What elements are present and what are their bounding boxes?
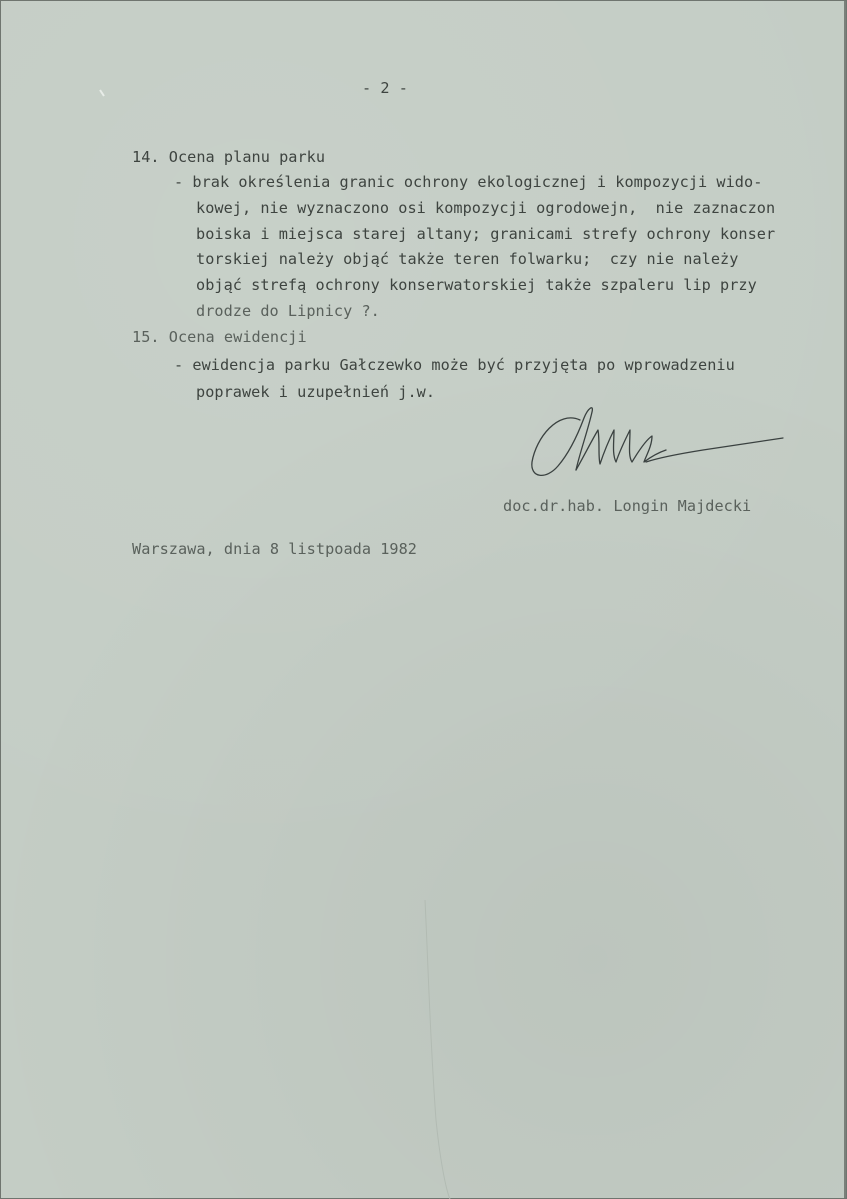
page-number: - 2 - [362, 79, 408, 97]
signatory-name: doc.dr.hab. Longin Majdecki [503, 497, 752, 515]
section-heading-15: 15. Ocena ewidencji [132, 328, 307, 346]
section-14-line-6: drodze do Lipnicy ?. [196, 302, 380, 320]
section-15-line-2: poprawek i uzupełnień j.w. [196, 383, 436, 401]
place-and-date: Warszawa, dnia 8 listpoada 1982 [132, 540, 418, 558]
section-14-line-4: torskiej należy objąć także teren folwarku; czy nie należy [196, 250, 739, 268]
section-14-line-1: - brak określenia granic ochrony ekologicznej i kompozycji wido- [174, 173, 763, 191]
section-14-line-5: objąć strefą ochrony konserwatorskiej także szpaleru lip przy [196, 276, 757, 294]
section-heading-14: 14. Ocena planu parku [132, 148, 326, 166]
section-15-line-1: - ewidencja parku Gałczewko może być przyjęta po wprowadzeniu [174, 356, 735, 374]
section-14-line-2: kowej, nie wyznaczono osi kompozycji ogrodowejn, nie zaznaczon [196, 199, 776, 217]
section-14-line-3: boiska i miejsca starej altany; granicami strefy ochrony konser [196, 225, 776, 243]
handwritten-signature [528, 400, 788, 485]
